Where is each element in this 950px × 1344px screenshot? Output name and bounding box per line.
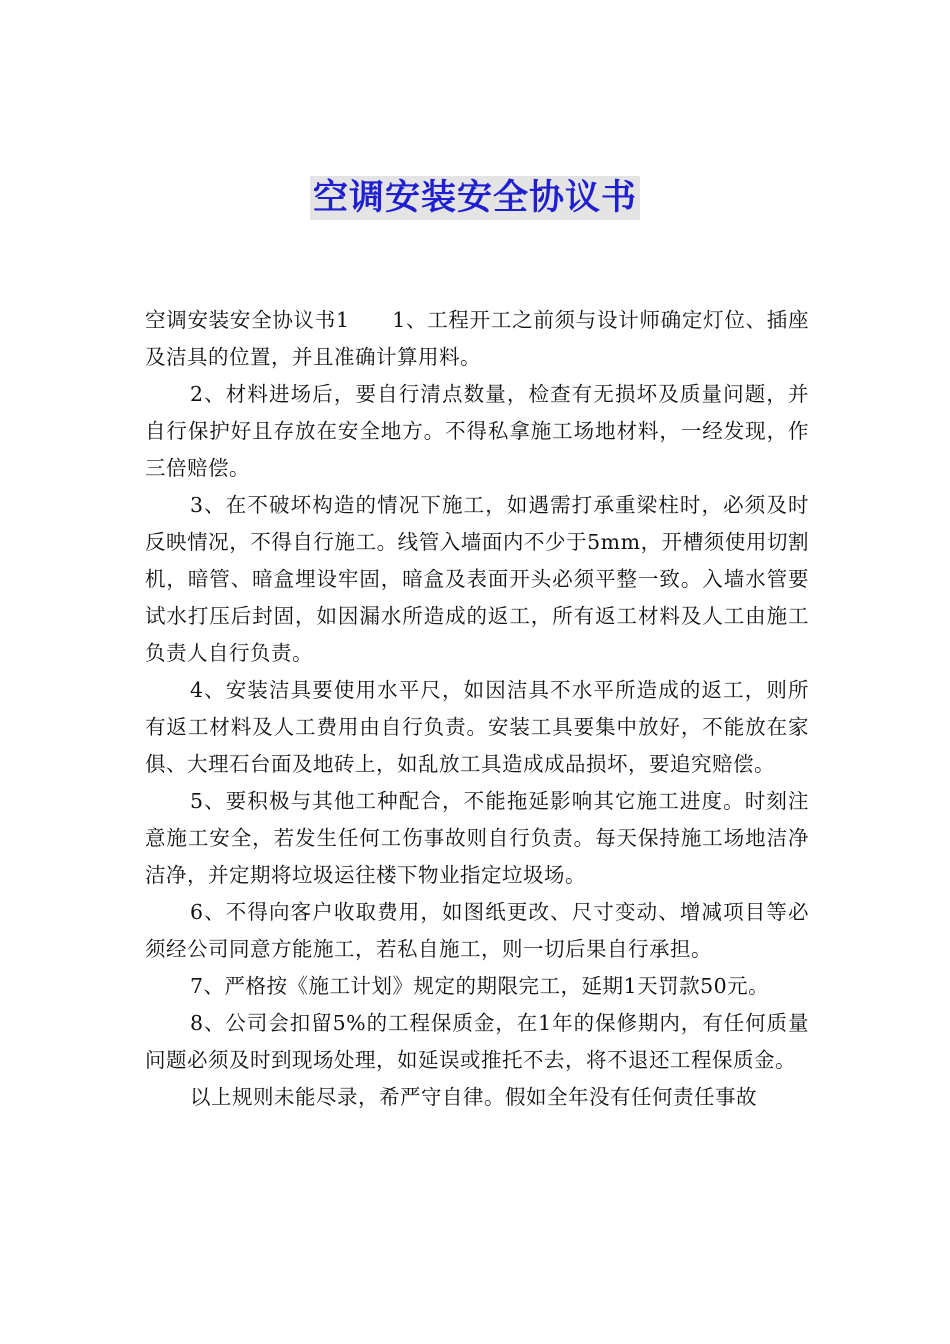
paragraph-7: 7、严格按《施工计划》规定的期限完工，延期1天罚款50元。 bbox=[190, 974, 770, 998]
paragraph-9: 以上规则未能尽录，希严守自律。假如全年没有任何责任事故 bbox=[190, 1085, 757, 1109]
document-body bbox=[145, 302, 809, 1116]
paragraph-6: 6、不得向客户收取费用，如图纸更改、尺寸变动、增减项目等必须经公司同意方能施工，若私自施工，则一切后果自行承担。 bbox=[145, 900, 809, 961]
paragraph-5: 5、要积极与其他工种配合，不能拖延影响其它施工进度。时刻注意施工安全，若发生任何工伤事故则自行负责。每天保持施工场地洁净洁净，并定期将垃圾运往楼下物业指定垃圾场。 bbox=[145, 789, 809, 887]
paragraph-4: 4、安装洁具要使用水平尺，如因洁具不水平所造成的返工，则所有返工材料及人工费用由自行负责。安装工具要集中放好，不能放在家俱、大理石台面及地砖上，如乱放工具造成成品损坏，要追究赔偿。 bbox=[145, 678, 809, 776]
document-title: 空调安装安全协议书 bbox=[310, 176, 640, 220]
title-container bbox=[0, 176, 950, 220]
paragraph-1: 空调安装安全协议书1 1、工程开工之前须与设计师确定灯位、插座及洁具的位置，并且准确计算用料。 bbox=[145, 308, 809, 369]
paragraph-3: 3、在不破坏构造的情况下施工，如遇需打承重梁柱时，必须及时反映情况，不得自行施工。线管入墙面内不少于5mm，开槽须使用切割机，暗管、暗盒埋设牢固，暗盒及表面开头必须平整一致。入墙水管要试水打压后封固，如因漏水所造成的返工，所有返工材料及人工由施工负责人自行负责。 bbox=[145, 493, 809, 665]
paragraph-8: 8、公司会扣留5%的工程保质金，在1年的保修期内，有任何质量问题必须及时到现场处理，如延误或推托不去，将不退还工程保质金。 bbox=[145, 1011, 809, 1072]
paragraph-2: 2、材料进场后，要自行清点数量，检查有无损坏及质量问题，并自行保护好且存放在安全地方。不得私拿施工场地材料，一经发现，作三倍赔偿。 bbox=[145, 382, 809, 480]
